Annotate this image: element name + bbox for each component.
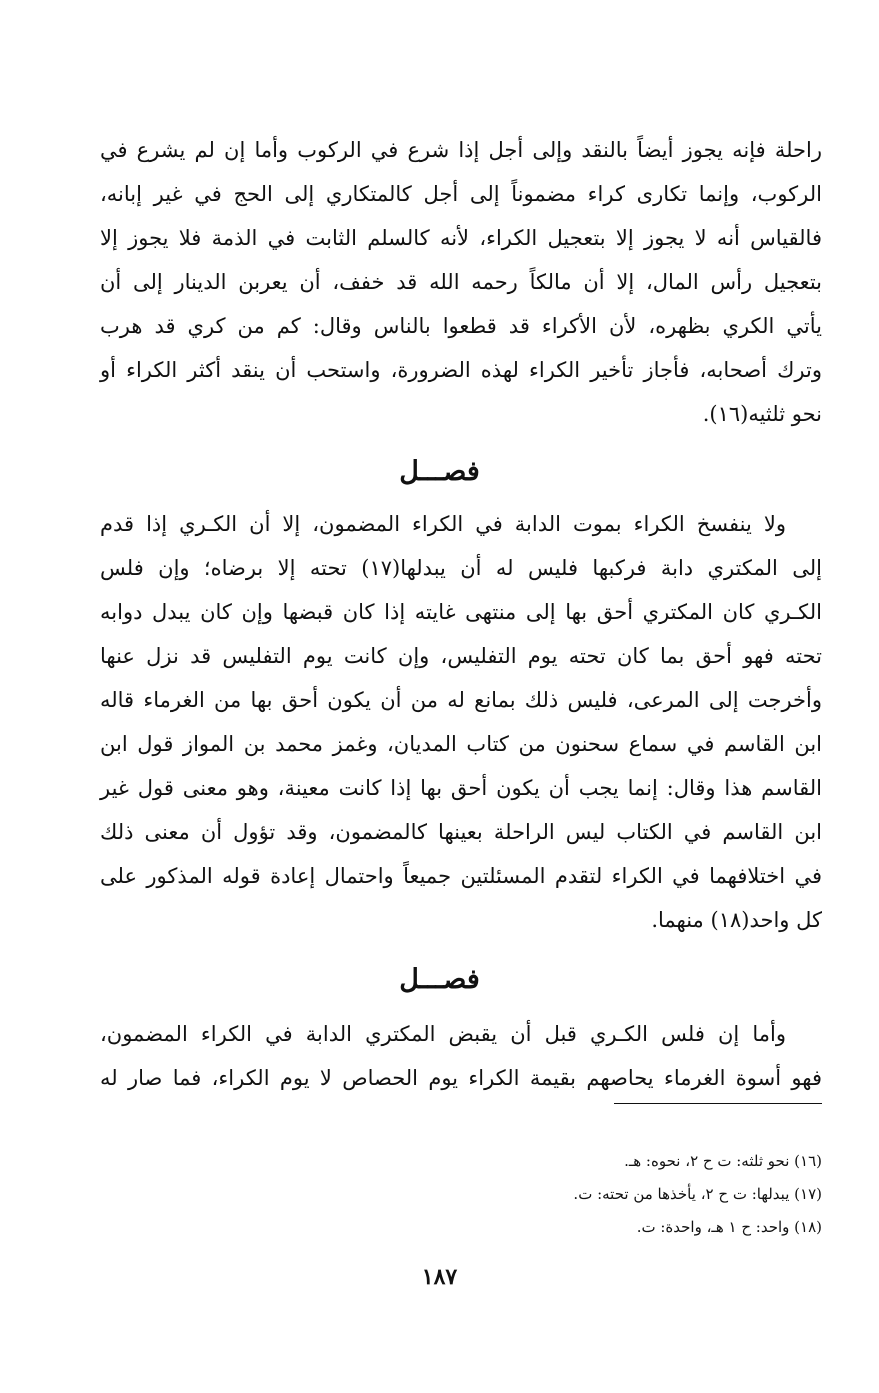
text-line: نحو ثلثيه(١٦). <box>702 402 822 426</box>
text-line: ابن القاسم في الكتاب ليس الراحلة بعينها كالمضمون، وقد تؤول أن معنى ذلك <box>100 820 822 844</box>
text-line: إلى المكتري دابة فركبها فليس له أن يبدلها(١٧) تحته إلا برضاه؛ وإن فلس <box>100 556 822 580</box>
text-line: كل واحد(١٨) منهما. <box>651 908 822 932</box>
footnote: (١٨) واحد: ح ١ هـ، واحدة: ت. <box>636 1218 822 1236</box>
text-line: وأما إن فلس الكـري قبل أن يقبض المكتري الدابة في الكراء المضمون، <box>100 1022 786 1046</box>
paragraph <box>100 1012 822 1100</box>
text-line: فهو أسوة الغرماء يحاصهم بقيمة الكراء يوم الحصاص لا يوم الكراء، فما صار له <box>100 1066 822 1090</box>
section-heading: فصـــل <box>399 964 480 995</box>
paragraph-continuation <box>100 128 822 436</box>
page-number: ١٨٧ <box>421 1264 458 1290</box>
footnote: (١٧) يبدلها: ت ح ٢، يأخذها من تحته: ت. <box>573 1185 822 1203</box>
text-line: فالقياس أنه لا يجوز إلا بتعجيل الكراء، لأنه كالسلم الثابت في الذمة فلا يجوز إلا <box>100 226 822 250</box>
text-line: الكـري كان المكتري أحق بها إلى منتهى غايته إذا كان قبضها وإن كان يبدل دوابه <box>100 600 822 624</box>
text-line: القاسم هذا وقال: إنما يجب أن يكون أحق بها إذا كانت معينة، وهو معنى قول غير <box>100 776 822 800</box>
footnotes <box>100 1145 822 1244</box>
text-line: وترك أصحابه، فأجاز تأخير الكراء لهذه الضرورة، واستحب أن ينقد أكثر الكراء أو <box>100 358 822 382</box>
text-line: بتعجيل رأس المال، إلا أن مالكاً رحمه الله قد خفف، أن يعربن الدينار إلى أن <box>100 270 822 294</box>
footnote-divider <box>614 1103 822 1104</box>
paragraph <box>100 502 822 942</box>
text-line: ولا ينفسخ الكراء بموت الدابة في الكراء المضمون، إلا أن الكـري إذا قدم <box>100 512 786 536</box>
text-line: تحته فهو أحق بما كان تحته يوم التفليس، وإن كانت يوم التفليس قد نزل عنها <box>100 644 822 668</box>
footnote: (١٦) نحو ثلثه: ت ح ٢، نحوه: هـ. <box>624 1152 822 1170</box>
text-line: يأتي الكري بظهره، لأن الأكراء قد قطعوا بالناس وقال: كم من كري قد هرب <box>100 314 822 338</box>
text-line: في اختلافهما في الكراء لتقدم المسئلتين جميعاً واحتمال إعادة قوله المذكور على <box>100 864 822 888</box>
text-line: وأخرجت إلى المرعى، فليس ذلك بمانع له من أن يكون أحق بها من الغرماء قاله <box>100 688 822 712</box>
section-heading: فصـــل <box>399 456 480 487</box>
text-line: الركوب، وإنما تكارى كراء مضموناً إلى أجل كالمتكاري إلى الحج في غير إبانه، <box>100 182 822 206</box>
text-line: راحلة فإنه يجوز أيضاً بالنقد وإلى أجل إذا شرع في الركوب وأما إن لم يشرع في <box>100 138 822 162</box>
text-line: ابن القاسم في سماع سحنون من كتاب المديان، وغمز محمد بن المواز قول ابن <box>100 732 823 756</box>
